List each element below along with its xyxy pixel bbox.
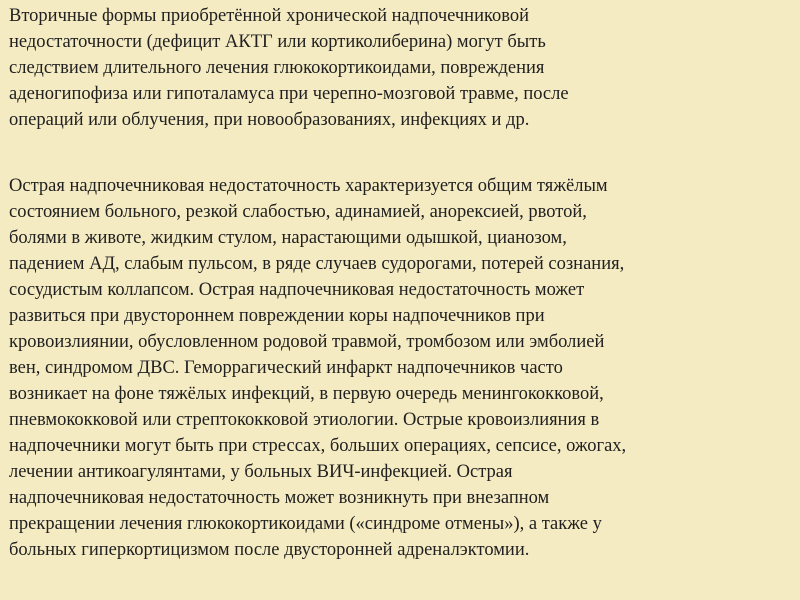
text-line: недостаточности (дефицит АКТГ или кортиколиберина) могут быть <box>9 32 546 52</box>
text-line: аденогипофиза или гипоталамуса при черепно-мозговой травме, после <box>9 84 569 104</box>
text-line: лечении антикоагулянтами, у больных ВИЧ-инфекцией. Острая <box>9 462 513 482</box>
text-line: Острая надпочечниковая недостаточность характеризуется общим тяжёлым <box>9 176 608 196</box>
paragraph-acute-insufficiency <box>9 173 791 563</box>
text-line: сосудистым коллапсом. Острая надпочечниковая недостаточность может <box>9 280 585 300</box>
text-line: Вторичные формы приобретённой хронической надпочечниковой <box>9 6 530 26</box>
paragraph-secondary-insufficiency <box>9 3 791 133</box>
text-line: больных гиперкортицизмом после двусторонней адреналэктомии. <box>9 540 530 560</box>
text-line: развиться при двустороннем повреждении коры надпочечников при <box>9 306 545 326</box>
text-line: возникает на фоне тяжёлых инфекций, в первую очередь менингококковой, <box>9 384 604 404</box>
text-line: пневмококковой или стрептококковой этиологии. Острые кровоизлияния в <box>9 410 600 430</box>
text-line: кровоизлиянии, обусловленном родовой травмой, тромбозом или эмболией <box>9 332 605 352</box>
text-line: прекращении лечения глюкокортикоидами («синдроме отмены»), а также у <box>9 514 602 534</box>
text-line: вен, синдромом ДВС. Геморрагический инфаркт надпочечников часто <box>9 358 563 378</box>
text-line: состоянием больного, резкой слабостью, адинамией, анорексией, рвотой, <box>9 202 587 222</box>
text-line: надпочечники могут быть при стрессах, больших операциях, сепсисе, ожогах, <box>9 436 627 456</box>
text-line: надпочечниковая недостаточность может возникнуть при внезапном <box>9 488 550 508</box>
text-line: следствием длительного лечения глюкокортикоидами, повреждения <box>9 58 545 78</box>
text-line: операций или облучения, при новообразованиях, инфекциях и др. <box>9 110 530 130</box>
text-line: падением АД, слабым пульсом, в ряде случаев судорогами, потерей сознания, <box>9 254 625 274</box>
text-line: болями в животе, жидким стулом, нарастающими одышкой, цианозом, <box>9 228 567 248</box>
